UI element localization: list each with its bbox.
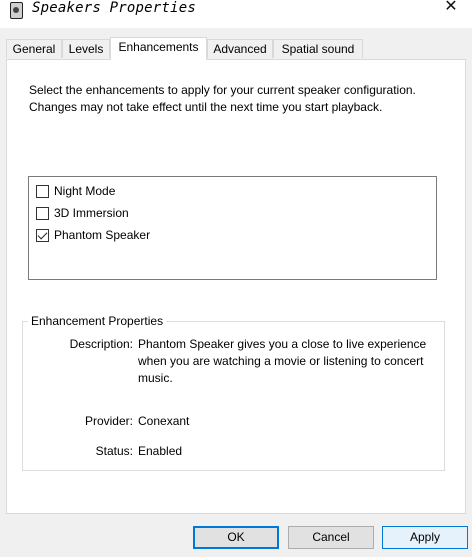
enhancement-properties-group — [22, 314, 445, 471]
tab-general[interactable]: General — [6, 39, 62, 58]
group-legend: Enhancement Properties — [28, 314, 166, 328]
tab-advanced[interactable]: Advanced — [207, 39, 273, 58]
ok-button[interactable]: OK — [193, 526, 279, 549]
enhancements-panel — [6, 59, 466, 514]
phantom-speaker-checkbox[interactable] — [36, 229, 49, 242]
tab-enhancements[interactable]: Enhancements — [110, 37, 207, 60]
status-label: Status: — [95, 444, 133, 458]
option-label: 3D Immersion — [54, 206, 129, 220]
tab-levels[interactable]: Levels — [62, 39, 110, 58]
description-value: Phantom Speaker gives you a close to live experience when you are watching a movie or listening to concert music. — [138, 337, 427, 385]
intro-text: Select the enhancements to apply for your current speaker configuration. Changes may not take effect until the next time you start playback. — [29, 83, 416, 114]
night-mode-checkbox[interactable] — [36, 185, 49, 198]
provider-value: Conexant — [138, 414, 190, 428]
option-label: Night Mode — [54, 184, 116, 198]
status-value: Enabled — [138, 444, 183, 458]
window-title: Speakers Properties — [32, 0, 196, 16]
apply-button[interactable]: Apply — [382, 526, 468, 549]
speaker-icon — [10, 2, 23, 19]
3d-immersion-checkbox[interactable] — [36, 207, 49, 220]
option-phantom-speaker[interactable] — [36, 227, 150, 243]
provider-label: Provider: — [84, 414, 133, 428]
close-button[interactable]: ✕ — [444, 0, 458, 15]
enhancements-list[interactable] — [28, 176, 437, 280]
title-bar — [0, 0, 472, 28]
option-3d-immersion[interactable] — [36, 205, 129, 221]
tab-spatial-sound[interactable]: Spatial sound — [273, 39, 363, 58]
option-night-mode[interactable] — [36, 183, 115, 199]
cancel-button[interactable]: Cancel — [288, 526, 374, 549]
option-label: Phantom Speaker — [54, 228, 151, 242]
description-label: Description: — [69, 337, 133, 351]
